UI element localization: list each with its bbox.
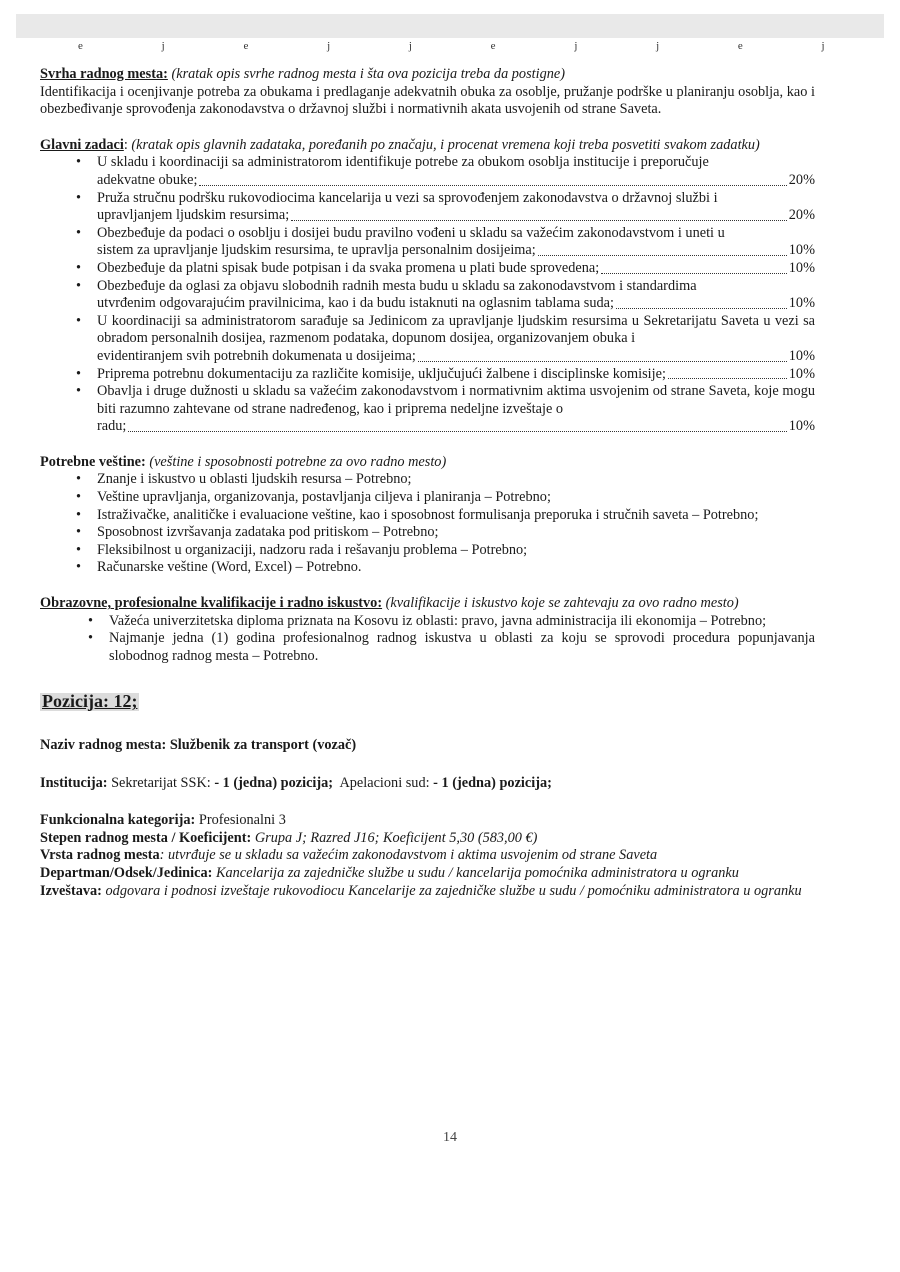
qualification-item: • Važeća univerzitetska diploma priznata na Kosovu iz oblasti: pravo, javna administracija ili ekonomija – Potrebno; (88, 613, 815, 631)
position-name-value: Službenik za transport (vozač) (169, 737, 357, 753)
skills-hint: (veštine i sposobnosti potrebne za ovo radno mesto) (149, 453, 447, 470)
institution-a: Sekretarijat SSK: (111, 774, 211, 791)
task-percent: 10% (788, 347, 815, 364)
dotted-leader (199, 185, 786, 186)
cut-off-header-fragment: e j e j j e j j e j (78, 40, 863, 52)
grade-value: Grupa J; Razred J16; Koeficijent 5,30 (583,00 €) (254, 829, 538, 846)
main-tasks-label: Glavni zadaci (40, 136, 124, 153)
skills-list (76, 471, 815, 577)
dotted-leader (418, 361, 787, 362)
main-tasks-hint: (kratak opis glavnih zadataka, poređanih po značaju, i procenat vremena koji treba posvetiti svakom zadatku) (131, 136, 760, 153)
dotted-leader (601, 273, 787, 274)
task-body: Obezbeđuje da podaci o osoblju i dosijei budu pravilno vođeni u skladu sa važećim zakonodavstvom i uneti u (97, 224, 725, 241)
reports-value: odgovara i podnosi izveštaje rukovodiocu Kancelarije za zajedničke službe u sudu / pomoćniku administratora u ogranku (105, 882, 802, 899)
main-tasks-section (40, 137, 815, 436)
qualifications-hint: (kvalifikacije i iskustvo koje se zahtevaju za ovo radno mesto) (385, 595, 739, 612)
dotted-leader (128, 431, 786, 432)
department-value: Kancelarija za zajedničke službe u sudu / kancelarija pomoćnika administratora u ogranku (215, 864, 739, 881)
institution-label: Institucija: (40, 774, 108, 791)
qualifications-section (40, 595, 815, 665)
category-value: Profesionalni 3 (198, 812, 286, 829)
position-details (40, 812, 815, 900)
task-tail: radu; (97, 418, 127, 435)
purpose-text: Identifikacija i ocenjivanje potreba za obukama i predlaganje adekvatnih obuka za osoblje, pružanje podrške u planiranju osoblja, kao i obezbeđivanje sprovođenja zakonodavstva o državnoj službi i normativnih akata usvojenih od strane Saveta. (40, 83, 815, 118)
type-value: : utvrđuje se u skladu sa važećim zakonodavstvom i aktima usvojenim od strane Saveta (159, 847, 658, 864)
department-line (40, 865, 815, 883)
position-name-label: Naziv radnog mesta: (40, 737, 167, 753)
task-tail: utvrđenim odgovarajućim pravilnicima, kao i da budu istaknuti na oglasnim tablama suda; (97, 295, 614, 312)
reports-line (40, 883, 815, 901)
task-item (76, 154, 815, 189)
task-percent: 20% (788, 171, 815, 188)
main-tasks-colon: : (123, 136, 128, 153)
reports-label: Izveštava: (40, 882, 102, 899)
main-tasks-heading-line (40, 137, 815, 155)
task-item (76, 260, 815, 278)
grade-line (40, 830, 815, 848)
task-percent: 10% (788, 365, 815, 382)
task-tail: • Priprema potrebnu dokumentaciju za različite komisije, uključujući žalbene i disciplinske komisije; (97, 365, 666, 382)
department-label: Departman/Odsek/Jedinica: (40, 864, 213, 881)
dotted-leader (668, 378, 787, 379)
task-tail: adekvatne obuke; (97, 171, 198, 188)
task-tail: upravljanjem ljudskim resursima; (97, 207, 290, 224)
type-line (40, 847, 815, 865)
qualifications-heading-line (40, 595, 815, 613)
skill-item: • Fleksibilnost u organizaciji, nadzoru rada i rešavanju problema – Potrebno; (76, 542, 815, 560)
document-body (40, 66, 815, 900)
purpose-heading-line (40, 66, 815, 84)
skills-heading-line (40, 454, 815, 472)
position-name-line (40, 737, 815, 755)
task-item (76, 366, 815, 384)
category-line (40, 812, 815, 830)
institution-line (40, 775, 815, 793)
skills-label: Potrebne veštine: (40, 453, 146, 470)
task-body: U skladu i koordinaciji sa administratorom identifikuje potrebe za obukom osoblja institucije i preporučuje (97, 154, 709, 171)
task-percent: 10% (788, 295, 815, 312)
grade-label: Stepen radnog mesta / Koeficijent: (40, 829, 252, 846)
purpose-label: Svrha radnog mesta: (40, 66, 168, 82)
main-tasks-list (76, 154, 815, 436)
task-percent: 10% (788, 242, 815, 259)
skill-item: • Znanje i iskustvo u oblasti ljudskih resursa – Potrebno; (76, 471, 815, 489)
task-percent: 20% (788, 207, 815, 224)
institution-b-count: - 1 (jedna) pozicija; (433, 774, 552, 791)
page-number: 14 (443, 1130, 457, 1145)
scan-top-band (16, 14, 884, 38)
task-percent: 10% (788, 259, 815, 276)
task-body: Obezbeđuje da oglasi za objavu slobodnih radnih mesta budu u skladu sa zakonodavstvom i standardima (97, 277, 697, 294)
task-body: Pruža stručnu podršku rukovodiocima kancelarija u vezi sa sprovođenjem zakonodavstva o državnoj službi i (97, 189, 718, 206)
task-item (76, 190, 815, 225)
dotted-leader (616, 308, 787, 309)
skill-item: • Sposobnost izvršavanja zadataka pod pritiskom – Potrebno; (76, 524, 815, 542)
purpose-section (40, 66, 815, 119)
institution-b: Apelacioni sud: (339, 774, 430, 791)
purpose-hint: (kratak opis svrhe radnog mesta i šta ova pozicija treba da postigne) (171, 66, 565, 82)
task-item (76, 225, 815, 260)
dotted-leader (538, 255, 787, 256)
task-tail: sistem za upravljanje ljudskim resursima, te upravlja personalnim dosijeima; (97, 242, 536, 259)
institution-a-count: - 1 (jedna) pozicija; (214, 774, 334, 791)
task-tail: evidentiranjem svih potrebnih dokumenata u dosijeima; (97, 347, 416, 364)
skill-item: • Veštine upravljanja, organizovanja, postavljanja ciljeva i planiranja – Potrebno; (76, 489, 815, 507)
qualification-item: • Najmanje jedna (1) godina profesionalnog radnog iskustva u oblasti za koju se sprovodi procedura popunjavanja slobodnog radnog mesta – Potrebno. (88, 630, 815, 665)
task-body: Obavlja i druge dužnosti u skladu sa važećim zakonodavstvom i normativnim aktima usvojenim od strane Saveta, koje mogu biti razumno zahtevane od strane nadređenog, kao i priprema nedeljne izveštaje o (97, 383, 815, 417)
position-title: Pozicija: 12; (42, 691, 138, 712)
dotted-leader (291, 220, 787, 221)
category-label: Funkcionalna kategorija: (40, 812, 196, 829)
type-label: Vrsta radnog mesta (40, 847, 160, 864)
task-percent: 10% (788, 418, 815, 435)
skills-section (40, 454, 815, 577)
task-item (76, 313, 815, 366)
task-tail: • Obezbeđuje da platni spisak bude potpisan i da svaka promena u plati bude sprovedena; (97, 259, 600, 276)
qualifications-label: Obrazovne, profesionalne kvalifikacije i radno iskustvo: (40, 595, 383, 612)
skill-item: • Računarske veštine (Word, Excel) – Potrebno. (76, 559, 815, 577)
skill-item: • Istraživačke, analitičke i evaluacione veštine, kao i sposobnost formulisanja preporuka i stručnih saveta – Potrebno; (76, 507, 815, 525)
task-item (76, 278, 815, 313)
task-item (76, 383, 815, 436)
task-body: U koordinaciji sa administratorom sarađuje sa Jedinicom za upravljanje ljudskim resursima u Sekretarijatu Saveta u vezi sa obradom personalnih dosijea, razmenom podataka, dopunom dosijea, organizovanjem obuka i (97, 312, 815, 347)
qualifications-list (88, 613, 815, 666)
